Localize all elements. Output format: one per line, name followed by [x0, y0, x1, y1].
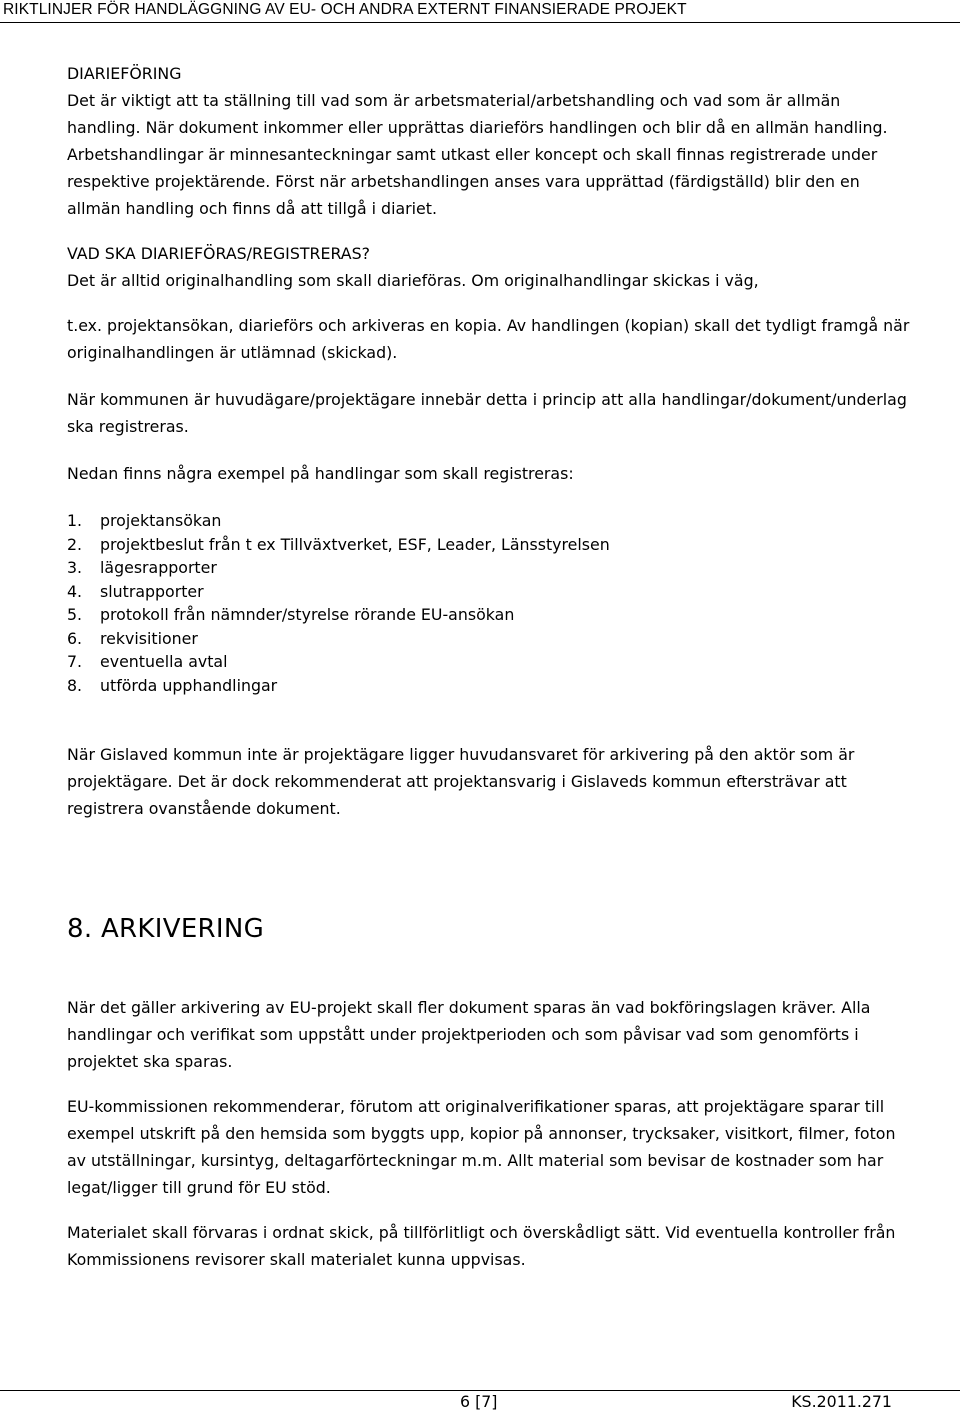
vad-ska-paragraph-3: När kommunen är huvudägare/projektägare innebär detta i princip att alla handlingar/dokument/underlag ska registreras.	[67, 390, 907, 436]
arkivering-paragraph-3: Materialet skall förvaras i ordnat skick, på tillförlitligt och överskådligt sätt. Vid eventuella kontroller från Kommissionens revisorer skall materialet kunna uppvisas.	[67, 1223, 896, 1269]
list-item-text: lägesrapporter	[100, 558, 217, 577]
list-item	[67, 556, 917, 580]
list-item-number: 1.	[67, 511, 83, 530]
list-item-number: 6.	[67, 628, 83, 648]
vad-ska-paragraph-5: När Gislaved kommun inte är projektägare ligger huvudansvaret för arkivering på den aktör som är projektägare. Det är dock rekommenderat att projektansvarig i Gislaveds kommun eftersträvar att registrera ovanstående dokument.	[67, 745, 855, 818]
section-heading-arkivering: 8. ARKIVERING	[67, 914, 265, 944]
document-reference: KS.2011.271	[791, 1392, 892, 1411]
diarieforing-heading: DIARIEFÖRING	[67, 64, 182, 83]
list-item	[67, 580, 917, 604]
list-item-text: eventuella avtal	[100, 652, 228, 671]
registration-examples-list	[67, 509, 917, 697]
list-item-text: rekvisitioner	[100, 628, 198, 648]
list-item-number: 7.	[67, 652, 83, 671]
document-body	[67, 60, 917, 1273]
list-item-number: 4.	[67, 581, 83, 601]
list-item	[67, 509, 917, 533]
list-item-text: protokoll från nämnder/styrelse rörande EU-ansökan	[100, 605, 515, 624]
list-item	[67, 674, 917, 698]
list-item	[67, 603, 917, 627]
list-item	[67, 533, 917, 557]
diarieforing-paragraph-1: Det är viktigt att ta ställning till vad som är arbetsmaterial/arbetshandling och vad som är allmän handling. När dokument inkommer eller upprättas diarieförs handlingen och blir då en allmän handling.	[67, 91, 888, 137]
vad-ska-paragraph-1: Det är alltid originalhandling som skall diarieföras. Om originalhandlingar skickas i väg,	[67, 271, 759, 290]
list-item-number: 5.	[67, 605, 83, 624]
document-header: RIKTLINJER FÖR HANDLÄGGNING AV EU- OCH ANDRA EXTERNT FINANSIERADE PROJEKT	[3, 1, 687, 18]
list-item-number: 3.	[67, 558, 83, 577]
list-item	[67, 650, 917, 674]
header-divider	[0, 22, 960, 23]
arkivering-paragraph-2: EU-kommissionen rekommenderar, förutom att originalverifikationer sparas, att projektägare sparar till exempel utskrift på den hemsida som byggts upp, kopior på annonser, trycksaker, visitkort, filmer, foton av utställningar, kursintyg, deltagarförteckningar m.m. Allt material som bevisar de kostnader som har legat/ligger till grund för EU stöd.	[67, 1097, 896, 1197]
list-item-number: 2.	[67, 534, 83, 554]
list-item-text: slutrapporter	[100, 581, 204, 601]
vad-ska-paragraph-2: t.ex. projektansökan, diarieförs och arkiveras en kopia. Av handlingen (kopian) skall det tydligt framgå när originalhandlingen är utlämnad (skickad).	[67, 316, 910, 362]
list-item-text: projektbeslut från t ex Tillväxtverket, ESF, Leader, Länsstyrelsen	[100, 534, 610, 554]
list-item-text: utförda upphandlingar	[100, 675, 278, 695]
list-item-number: 8.	[67, 675, 83, 695]
list-item	[67, 627, 917, 651]
vad-ska-heading: VAD SKA DIARIEFÖRAS/REGISTRERAS?	[67, 244, 371, 263]
list-item-text: projektansökan	[100, 511, 222, 530]
vad-ska-paragraph-4: Nedan finns några exempel på handlingar som skall registreras:	[67, 464, 574, 483]
arkivering-paragraph-1: När det gäller arkivering av EU-projekt skall fler dokument sparas än vad bokföringslagen kräver. Alla handlingar och verifikat som uppstått under projektperioden och som påvisar vad som genomförts i projektet ska sparas.	[67, 998, 871, 1071]
page-number: 6 [7]	[460, 1392, 498, 1411]
diarieforing-paragraph-2: Arbetshandlingar är minnesanteckningar samt utkast eller koncept och skall finnas registrerade under respektive projektärende. Först när arbetshandlingen anses vara upprättad (färdigställd) blir den en allmän handling och finns då att tillgå i diariet.	[67, 145, 878, 218]
